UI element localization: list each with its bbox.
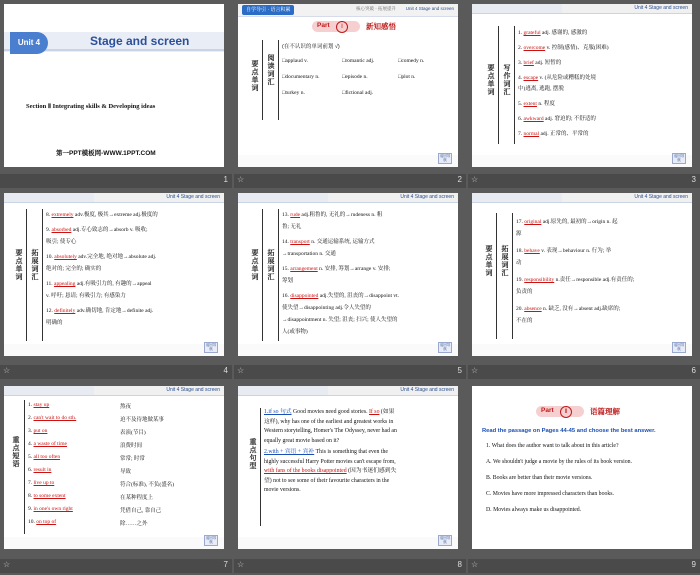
definition: 明确的 bbox=[46, 320, 63, 326]
answer-text: with fans of the books disappointed bbox=[264, 468, 347, 474]
item-number: 7. bbox=[518, 131, 523, 137]
answer-text: can't wait to do sth. bbox=[33, 415, 77, 421]
divider-line bbox=[498, 26, 499, 144]
answer-text: overcome bbox=[523, 45, 546, 51]
slide-bottom-bar bbox=[472, 344, 692, 356]
answer-text: rude bbox=[290, 212, 301, 218]
answer-text: escape bbox=[523, 75, 539, 81]
word-checkbox[interactable]: □episode n. bbox=[342, 74, 368, 80]
definition: 吸引; 使专心 bbox=[46, 239, 77, 245]
slide-number: 6 bbox=[691, 366, 696, 375]
slide-thumbnail-5[interactable] bbox=[238, 193, 458, 356]
slide-footer-2 bbox=[234, 174, 466, 188]
definition: n.责任→responsible adj.有责任的; bbox=[555, 277, 635, 283]
star-icon[interactable]: ☆ bbox=[471, 175, 479, 184]
definition: n. 程度 bbox=[538, 101, 555, 107]
definition: 使失望→disappointing adj.令人失望的 bbox=[282, 305, 371, 311]
star-icon[interactable]: ☆ bbox=[3, 560, 11, 569]
label-key-sentences: 重点句型 bbox=[249, 438, 256, 470]
item-number: 1. bbox=[518, 30, 523, 36]
header-accent bbox=[472, 193, 562, 202]
slide-header bbox=[238, 193, 458, 203]
definition: 除……之外 bbox=[120, 521, 148, 527]
item-number: 7. bbox=[28, 480, 33, 486]
sentence-text: This is something that even the bbox=[315, 449, 388, 455]
word-checkbox[interactable]: □applaud v. bbox=[282, 58, 308, 64]
answer-text: arrangement bbox=[290, 266, 318, 272]
definition: 熬夜 bbox=[120, 404, 132, 410]
definition: v. (从危险或糟糕的处境 bbox=[539, 75, 597, 81]
answer-text: behave bbox=[524, 248, 540, 254]
label-reading-vocab: 阅读词汇 bbox=[267, 54, 274, 86]
definition: n. 安排, 筹划→arrange v. 安排; bbox=[319, 266, 391, 272]
slide-number: 8 bbox=[457, 560, 462, 569]
slide-header bbox=[4, 386, 224, 396]
divider-line bbox=[278, 209, 279, 341]
item-number: 5. bbox=[28, 454, 33, 460]
label-key-words: 要点单词 bbox=[487, 64, 494, 96]
label-writing-vocab: 写作词汇 bbox=[503, 64, 510, 96]
back-to-nav-button[interactable]: 返回导航 bbox=[439, 154, 451, 162]
label-extended-vocab: 拓展词汇 bbox=[501, 245, 508, 277]
item-number: 8. bbox=[46, 212, 51, 218]
sentence-text: 望) not to see some of their favourite characters in the bbox=[264, 477, 390, 484]
slide-number: 4 bbox=[223, 366, 228, 375]
part-label: Part bbox=[541, 407, 554, 414]
slide-number: 2 bbox=[457, 175, 462, 184]
slide-header bbox=[238, 386, 458, 396]
label-key-words: 要点单词 bbox=[251, 249, 258, 281]
item-number: 4. bbox=[28, 441, 33, 447]
definition: v. 表现→behaviour n. 行为; 举 bbox=[541, 248, 612, 254]
divider-line bbox=[262, 209, 263, 341]
divider-line bbox=[260, 408, 261, 526]
answer-text: stay up bbox=[33, 402, 50, 408]
definition: 负责的 bbox=[516, 289, 533, 295]
answer-text: in one's own right bbox=[33, 506, 73, 512]
item-number: 1. bbox=[28, 402, 33, 408]
sentence-text: Western storytelling, Homer's The Odyssey, never had an bbox=[264, 428, 397, 434]
definition: v. 控制(感情)、克服(困难) bbox=[546, 45, 609, 51]
definition: 表演(节目) bbox=[120, 430, 146, 436]
definition: n. 交通运输系统, 运输方式 bbox=[311, 239, 375, 245]
divider-line bbox=[514, 26, 515, 144]
part-number: Ⅰ bbox=[336, 21, 348, 33]
item-number: 18. bbox=[516, 248, 523, 254]
slide-bottom-bar bbox=[238, 344, 458, 356]
item-number: 17. bbox=[516, 219, 523, 225]
item-number: 20. bbox=[516, 306, 523, 312]
header-tag: Unit 4 Stage and screen bbox=[166, 194, 220, 200]
hint-text: (在不认识的单词前划 √) bbox=[282, 44, 340, 50]
divider-line bbox=[278, 40, 279, 120]
definition: adj. 短暂的 bbox=[535, 60, 562, 66]
option-b[interactable]: B. Books are better than their movie versions. bbox=[486, 475, 593, 481]
definition: 在某种程度上 bbox=[120, 495, 154, 501]
header-tag: Unit 4 Stage and screen bbox=[166, 387, 220, 393]
item-number: 2. bbox=[518, 45, 523, 51]
item-number: 11. bbox=[46, 281, 53, 287]
option-c[interactable]: C. Movies have more impressed characters than books. bbox=[486, 491, 614, 497]
answer-text: absence bbox=[524, 306, 542, 312]
answer-text: extent bbox=[523, 101, 537, 107]
slide-header bbox=[4, 193, 224, 203]
part-badge bbox=[312, 21, 360, 32]
answer-text: a waste of time bbox=[33, 441, 67, 447]
slide-thumbnail-4[interactable] bbox=[4, 193, 224, 356]
answer-text: on top of bbox=[36, 519, 57, 525]
label-extended-vocab: 拓展词汇 bbox=[267, 249, 274, 281]
label-key-words: 要点单词 bbox=[485, 245, 492, 277]
answer-text: grateful bbox=[523, 30, 541, 36]
answer-text: extremely bbox=[51, 212, 74, 218]
slide-footer-4 bbox=[0, 365, 232, 379]
slide-thumbnail-6[interactable] bbox=[472, 193, 692, 356]
star-icon[interactable]: ☆ bbox=[471, 366, 479, 375]
sentence-pattern-label: 1.if so 句式 bbox=[264, 409, 292, 415]
slide-thumbnail-8[interactable] bbox=[238, 386, 458, 549]
option-d[interactable]: D. Movies always make us disappointed. bbox=[486, 507, 582, 513]
back-to-nav-button[interactable]: 返回导航 bbox=[439, 536, 451, 544]
definition: adj.粗鲁的, 无礼的→rudeness n. 粗 bbox=[301, 212, 383, 218]
back-to-nav-button[interactable]: 返回导航 bbox=[673, 343, 685, 351]
slide-bottom-bar bbox=[238, 537, 458, 549]
star-icon[interactable]: ☆ bbox=[237, 366, 245, 375]
slide-thumbnail-3[interactable] bbox=[472, 4, 692, 167]
word-checkbox[interactable]: □turkey n. bbox=[282, 90, 305, 96]
answer-text: appealing bbox=[54, 281, 76, 287]
sentence-text: Good movies need good stories. bbox=[293, 409, 368, 415]
slide-footer-5 bbox=[234, 365, 466, 379]
word-checkbox[interactable]: □plot n. bbox=[398, 74, 416, 80]
sentence-text: (如果 bbox=[380, 409, 395, 415]
question: 1. What does the author want to talk about in this article? bbox=[486, 443, 619, 449]
item-number: 9. bbox=[46, 227, 51, 233]
part-badge bbox=[536, 406, 584, 417]
slide-number: 9 bbox=[691, 560, 696, 569]
part-label: Part bbox=[317, 22, 330, 29]
definition: adj.失望的, 沮丧的→disappoint vt. bbox=[319, 293, 400, 299]
slide-thumbnail-9[interactable] bbox=[472, 386, 692, 549]
definition: 导致 bbox=[120, 469, 132, 475]
definition: adj. 正常的、平常的 bbox=[540, 131, 589, 137]
item-number: 9. bbox=[28, 506, 33, 512]
sentence-text: equally great movie based on it? bbox=[264, 437, 340, 444]
slide-bottom-bar bbox=[4, 537, 224, 549]
item-number: 12. bbox=[46, 308, 53, 314]
sentence-block-1 bbox=[264, 408, 454, 446]
answer-text: brief bbox=[523, 60, 534, 66]
header-tag: Unit 4 Stage and screen bbox=[634, 194, 688, 200]
definition: 符合(标准), 不负(盛名) bbox=[120, 482, 175, 488]
header-accent bbox=[4, 386, 94, 395]
sentence-pattern-label: 2.with + 宾语 + 宾补 bbox=[264, 449, 315, 455]
label-key-words: 要点单词 bbox=[15, 249, 22, 281]
definition: 鲁; 无礼 bbox=[282, 224, 302, 230]
slide-footer-9 bbox=[468, 559, 700, 573]
label-extended-vocab: 拓展词汇 bbox=[31, 249, 38, 281]
word-checkbox[interactable]: □romantic adj. bbox=[342, 58, 375, 64]
answer-text: live up to bbox=[33, 480, 55, 486]
definition: v. 呼吁; 恳请; 有吸引力; 有感染力 bbox=[46, 293, 126, 299]
tab-self-study[interactable]: 自学导引 · 语言积累 bbox=[242, 5, 294, 15]
item-number: 6. bbox=[28, 467, 33, 473]
slide-number: 5 bbox=[457, 366, 462, 375]
divider-line bbox=[42, 209, 43, 341]
slide-bottom-bar bbox=[238, 155, 458, 167]
back-to-nav-button[interactable]: 返回导航 bbox=[673, 154, 685, 162]
sentence-text: movie versions. bbox=[264, 487, 301, 493]
slide-bottom-bar bbox=[4, 344, 224, 356]
star-icon[interactable]: ☆ bbox=[3, 366, 11, 375]
answer-text: result in bbox=[33, 467, 52, 473]
slide-bottom-bar bbox=[472, 155, 692, 167]
back-to-nav-button[interactable]: 返回导航 bbox=[205, 536, 217, 544]
back-to-nav-button[interactable]: 返回导航 bbox=[205, 343, 217, 351]
answer-text: definitely bbox=[54, 308, 76, 314]
slide-footer-6 bbox=[468, 365, 700, 379]
answer-text: absolutely bbox=[54, 254, 77, 260]
slide-number: 7 bbox=[223, 560, 228, 569]
label-key-words: 要点单词 bbox=[251, 60, 258, 92]
definition: 源 bbox=[516, 231, 522, 237]
slide-thumbnail-2[interactable] bbox=[238, 4, 458, 167]
definition: adj. 窘迫的; 不舒适的 bbox=[545, 116, 596, 122]
back-to-nav-button[interactable]: 返回导航 bbox=[439, 343, 451, 351]
slide-header bbox=[472, 193, 692, 203]
star-icon[interactable]: ☆ bbox=[237, 175, 245, 184]
item-number: 6. bbox=[518, 116, 523, 122]
definition: →transportation n. 交通 bbox=[282, 251, 336, 257]
definition: 绝对的; 完全的; 确实的 bbox=[46, 266, 102, 272]
header-tag: Unit 4 Stage and screen bbox=[400, 194, 454, 200]
item-number: 14. bbox=[282, 239, 289, 245]
definition: 不在的 bbox=[516, 318, 533, 324]
header-accent bbox=[238, 386, 328, 395]
word-checkbox[interactable]: □comedy n. bbox=[398, 58, 425, 64]
answer-text: awkward bbox=[523, 116, 544, 122]
item-number: 3. bbox=[518, 60, 523, 66]
definition: 中)逃离, 逃跑, 摆脱 bbox=[518, 86, 564, 92]
header-tag: Unit 4 Stage and screen bbox=[634, 5, 688, 11]
answer-text: responsibility bbox=[524, 277, 555, 283]
slide-thumbnail-1[interactable] bbox=[4, 4, 224, 167]
sentence-text: (因为书迷们感到失 bbox=[348, 468, 397, 474]
part-number: Ⅱ bbox=[560, 406, 572, 418]
header-tag: Unit 4 Stage and screen bbox=[405, 6, 454, 11]
answer-text: disappointed bbox=[290, 293, 319, 299]
item-number: 10. bbox=[28, 519, 35, 525]
definition: adj.有吸引力的, 有趣的→appeal bbox=[76, 281, 152, 287]
word-checkbox[interactable]: □documentary n. bbox=[282, 74, 320, 80]
slide-footer-7 bbox=[0, 559, 232, 573]
definition: n. 缺乏, 没有→absent adj.缺席的; bbox=[543, 306, 621, 312]
star-icon[interactable]: ☆ bbox=[471, 560, 479, 569]
part-title: 新知感悟 bbox=[366, 22, 396, 31]
header-accent bbox=[472, 4, 562, 13]
answer-text: to some extent bbox=[33, 493, 66, 499]
sentence-text: 这样), why has one of the earliest and greatest works in bbox=[264, 418, 394, 425]
item-number: 8. bbox=[28, 493, 33, 499]
divider-line bbox=[496, 213, 497, 339]
slide-title: Stage and screen bbox=[90, 34, 190, 48]
item-number: 10. bbox=[46, 254, 53, 260]
header-accent bbox=[4, 193, 94, 202]
definition: adv.极度, 极其→extreme adj.极度的 bbox=[74, 212, 158, 218]
item-number: 4. bbox=[518, 75, 523, 81]
answer-text: absorbed bbox=[51, 227, 72, 233]
word-checkbox[interactable]: □fictional adj. bbox=[342, 90, 374, 96]
item-number: 3. bbox=[28, 428, 33, 434]
item-number: 15. bbox=[282, 266, 289, 272]
definition: adj. 感谢的, 感激的 bbox=[541, 30, 588, 36]
slide-footer-1 bbox=[0, 174, 232, 188]
divider-line bbox=[26, 209, 27, 341]
slide-header bbox=[472, 4, 692, 14]
definition: 常常; 时常 bbox=[120, 456, 145, 462]
divider-line bbox=[262, 40, 263, 120]
slide-number: 1 bbox=[223, 175, 228, 184]
answer-text: original bbox=[524, 219, 542, 225]
slide-number: 3 bbox=[691, 175, 696, 184]
slide-footer-3 bbox=[468, 174, 700, 188]
item-number: 16. bbox=[282, 293, 289, 299]
definition: 筹划 bbox=[282, 278, 294, 284]
answer-text: transport bbox=[290, 239, 310, 245]
divider-line bbox=[512, 213, 513, 339]
definition: →disappointment n. 失望; 沮丧; 扫兴; 使人失望的 bbox=[282, 317, 398, 323]
item-number: 2. bbox=[28, 415, 33, 421]
definition: adv.确切地, 肯定地→definite adj. bbox=[76, 308, 154, 314]
instruction: Read the passage on Pages 44-45 and choose the best answer. bbox=[482, 428, 656, 434]
item-number: 13. bbox=[282, 212, 289, 218]
header-accent bbox=[238, 193, 328, 202]
definition: 凭借自己, 靠自己 bbox=[120, 508, 162, 514]
item-number: 19. bbox=[516, 277, 523, 283]
definition: 浪费时间 bbox=[120, 443, 143, 449]
divider-line bbox=[24, 400, 25, 534]
item-number: 5. bbox=[518, 101, 523, 107]
part-title: 语篇理解 bbox=[590, 407, 620, 416]
tab-core[interactable]: 核心突破 · 拓展提升 bbox=[356, 6, 396, 11]
sentence-block-2 bbox=[264, 448, 454, 496]
definition: 人(或事物) bbox=[282, 329, 308, 335]
unit-badge: Unit 4 bbox=[10, 32, 48, 54]
label-key-phrases: 重点短语 bbox=[12, 436, 19, 468]
definition: adj.原先的, 最初的→origin n. 起 bbox=[542, 219, 618, 225]
answer-text: If so bbox=[369, 409, 380, 415]
star-icon[interactable]: ☆ bbox=[237, 560, 245, 569]
section-title: Section Ⅱ Integrating skills & Developing ideas bbox=[26, 103, 156, 110]
answer-text: put on bbox=[33, 428, 48, 434]
definition: 动 bbox=[516, 260, 522, 266]
slide-footer-8 bbox=[234, 559, 466, 573]
slide-thumbnail-7[interactable] bbox=[4, 386, 224, 549]
definition: adv.完全地, 绝对地→absolute adj. bbox=[78, 254, 157, 260]
header-tag: Unit 4 Stage and screen bbox=[400, 387, 454, 393]
answer-text: normal bbox=[523, 131, 540, 137]
answer-text: all too often bbox=[33, 454, 61, 460]
footer-text: 第一PPT模板网-WWW.1PPT.COM bbox=[56, 150, 156, 157]
sentence-text: highly successful Harry Potter movies can't escape from, bbox=[264, 458, 396, 465]
definition: 迫不及待地做某事 bbox=[120, 417, 165, 423]
option-a[interactable]: A. We shouldn't judge a movie by the rules of its book version. bbox=[486, 459, 633, 465]
definition: adj.专心致志的→absorb v. 吸收; bbox=[72, 227, 148, 233]
